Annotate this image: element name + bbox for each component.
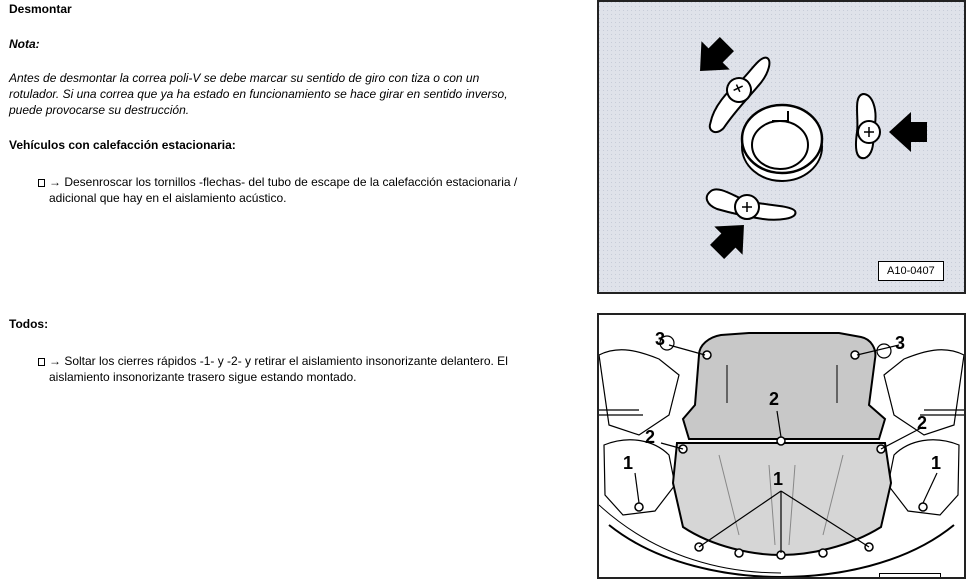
note-line: rotulador. Si una correa que ya ha estado en funcionamiento se hace girar en sentido inverso, [9, 87, 508, 101]
exhaust-pipe-cap-icon [742, 105, 822, 181]
upper-insulation-panel [683, 333, 885, 439]
callout-label: 1 [773, 469, 784, 489]
checkbox-icon [38, 358, 45, 366]
callout-label: 2 [769, 389, 780, 409]
section-heading-desmontar: Desmontar [9, 2, 72, 16]
callout-label: 3 [895, 333, 906, 353]
lower-insulation-panel [673, 443, 891, 555]
figure-noise-insulation [597, 313, 966, 579]
note-line: puede provocarse su destrucción. [9, 103, 190, 117]
section-heading-todos: Todos: [9, 317, 49, 331]
step-text: → Desenroscar los tornillos -flechas- del tubo de escape de la calefacción estacionaria / [49, 175, 518, 189]
note-line: Antes de desmontar la correa poli-V se debe marcar su sentido de giro con tiza o con un [9, 71, 480, 85]
callout-label: 2 [917, 413, 928, 433]
note-text [9, 70, 579, 118]
exhaust-screws-illustration [599, 2, 964, 292]
checkbox-icon [38, 179, 45, 187]
step-text: adicional que hay en el aislamiento acústico. [49, 191, 287, 205]
callout-label: 3 [655, 329, 666, 349]
callout-label: 1 [623, 453, 634, 473]
callout-label: 2 [645, 427, 656, 447]
step-item [38, 174, 578, 206]
callout-label: 1 [931, 453, 942, 473]
figure-label: A10-0407 [878, 261, 944, 281]
note-label: Nota: [9, 37, 40, 51]
subheading-calefaccion: Vehículos con calefacción estacionaria: [9, 138, 236, 152]
step-item [38, 353, 578, 385]
left-suspension-icon [599, 336, 679, 515]
figure-exhaust-screws [597, 0, 966, 294]
step-text: → Soltar los cierres rápidos -1- y -2- y retirar el aislamiento insonorizante delantero. El [49, 354, 508, 368]
step-text: aislamiento insonorizante trasero sigue estando montado. [49, 370, 357, 384]
